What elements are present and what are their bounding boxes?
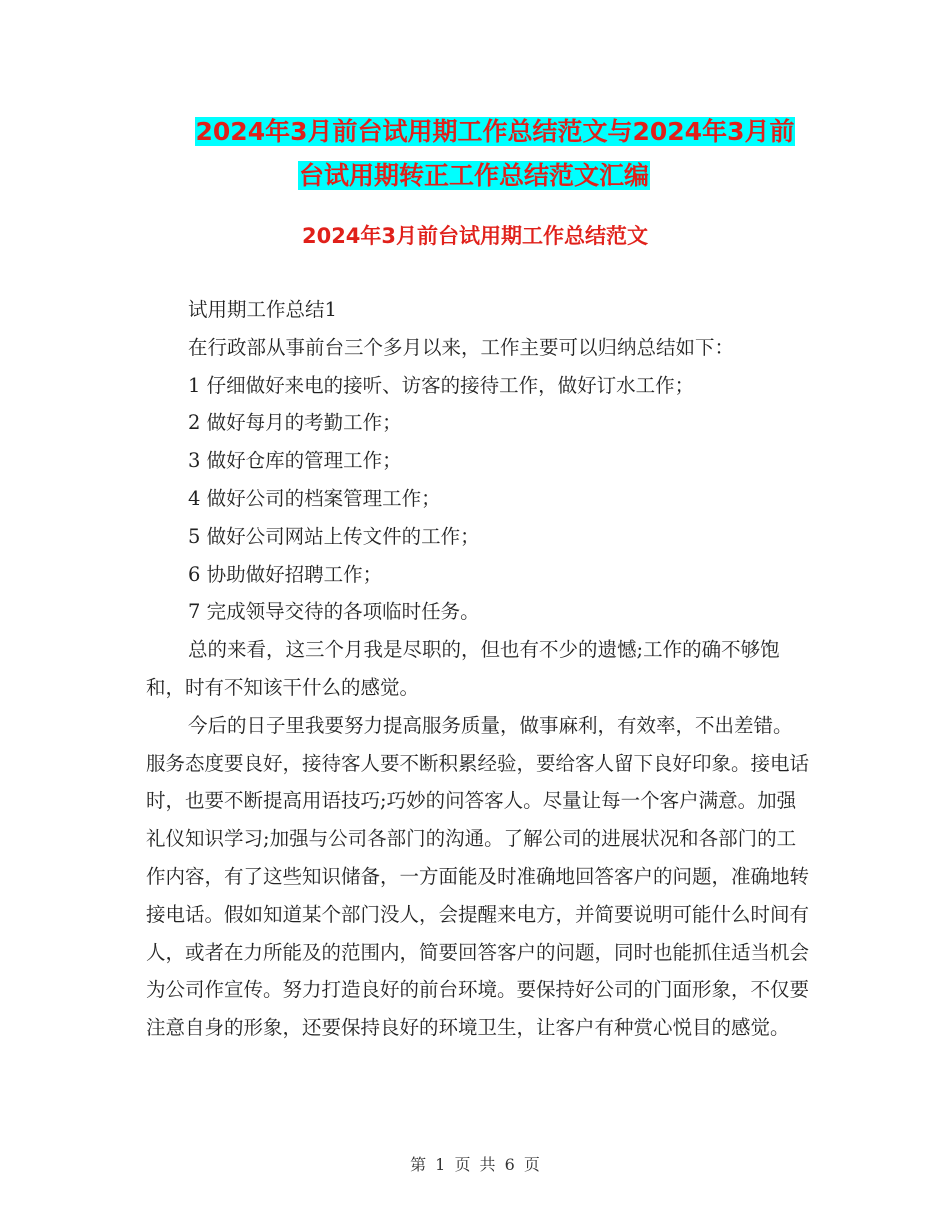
list-item: 7 完成领导交待的各项临时任务。 xyxy=(188,600,480,624)
list-item: 3 做好仓库的管理工作； xyxy=(188,449,402,473)
document-body xyxy=(146,291,811,1047)
title-line-2 xyxy=(0,154,950,198)
list-item: 6 协助做好招聘工作； xyxy=(188,562,383,586)
list-item: 4 做好公司的档案管理工作； xyxy=(188,486,441,510)
summary-heading: 试用期工作总结1 xyxy=(188,298,337,321)
list-item: 2 做好每月的考勤工作； xyxy=(188,411,402,435)
title-highlight-2: 台试用期转正工作总结范文汇编 xyxy=(298,161,649,190)
list-item: 1 仔细做好来电的接听、访客的接待工作，做好订水工作； xyxy=(188,373,695,397)
paragraph-overview: 总的来看，这三个月我是尽职的，但也有不少的遗憾;工作的确不够饱和，时有不知该干什么的感觉。 xyxy=(146,638,780,699)
title-line-1 xyxy=(0,110,950,154)
document-title xyxy=(0,110,950,198)
page-footer: 第 1 页 共 6 页 xyxy=(410,1155,540,1174)
intro-text: 在行政部从事前台三个多月以来，工作主要可以归纳总结如下： xyxy=(188,335,735,359)
title-highlight-1: 2024年3月前台试用期工作总结范文与2024年3月前 xyxy=(195,117,795,146)
paragraph-plan: 今后的日子里我要努力提高服务质量，做事麻利，有效率，不出差错。服务态度要良好，接待客人要不断积累经验，要给客人留下良好印象。接电话时，也要不断提高用语技巧;巧妙的问答客人。尽量让每一个客户满意。加强礼仪知识学习;加强与公司各部门的沟通。了解公司的进展状况和各部门的工作内容，有了这些知识储备，一方面能及时准确地回答客户的问题，准确地转接电话。假如知道某个部门没人，会提醒来电方，并简要说明可能什么时间有人，或者在力所能及的范围内，简要回答客户的问题，同时也能抓住适当机会为公司作宣传。努力打造良好的前台环境。要保持好公司的门面形象，不仅要注意自身的形象，还要保持良好的环境卫生，让客户有种赏心悦目的感觉。 xyxy=(146,713,810,1040)
section-title: 2024年3月前台试用期工作总结范文 xyxy=(301,224,649,248)
list-item: 5 做好公司网站上传文件的工作； xyxy=(188,524,480,548)
